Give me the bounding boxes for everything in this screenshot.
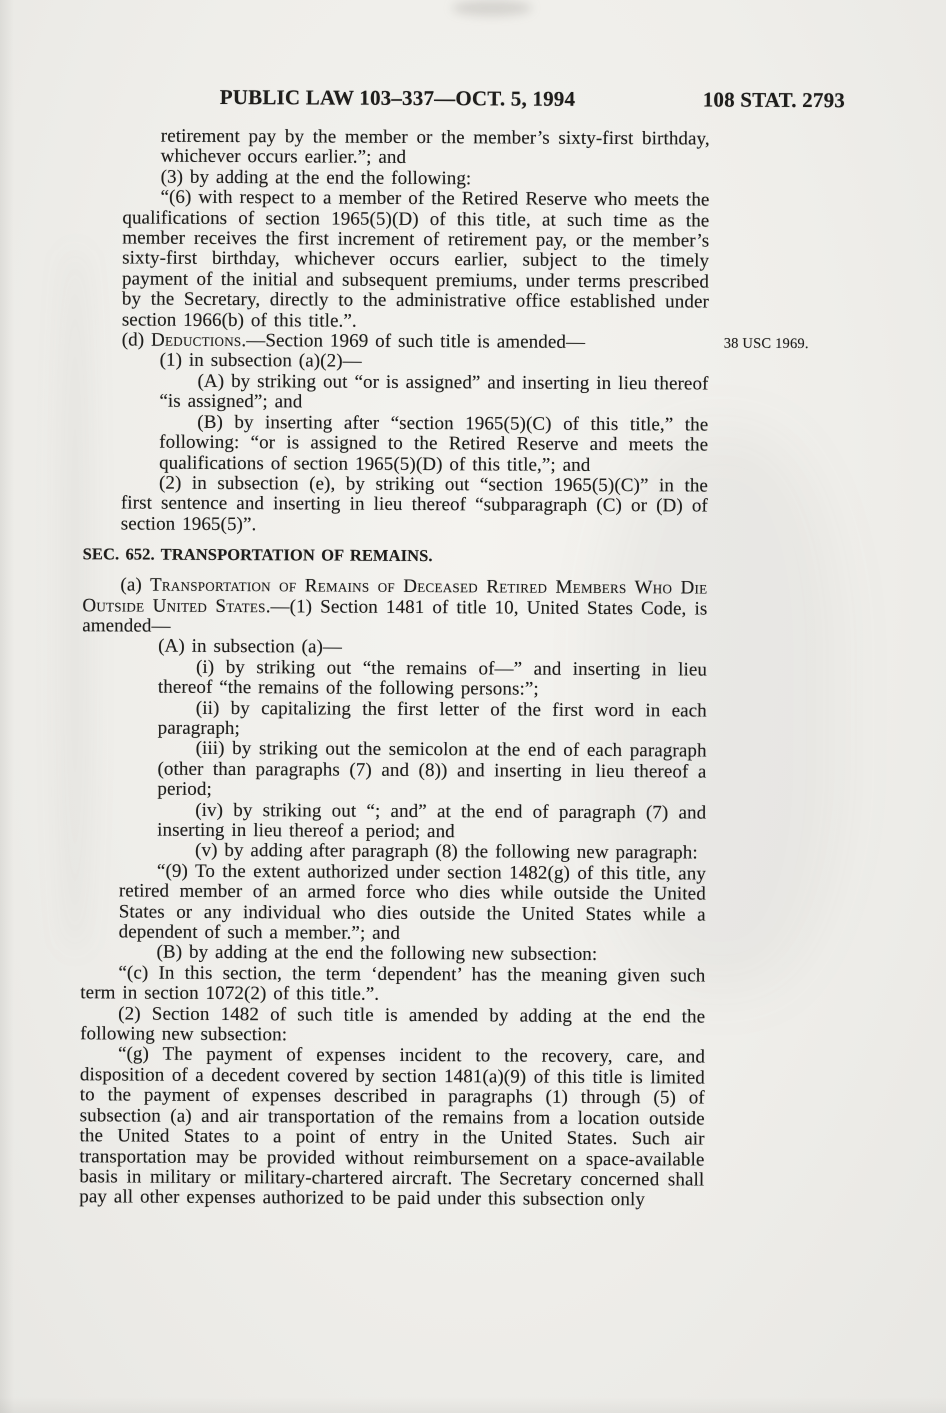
quoted-subsection-g: “(g) The payment of expenses incident to the recovery, care, and disposition of a decedent covered by section 1481(a)(9) of this title is limited to the payment of expenses described in paragraphs (1) through (5) of subsection (a) and air transportation of the remains from a location outside the United States to a point of entry in the United States. Such air transportation may be provided without reimbursement on a space-available basis in military or military-chartered aircraft. The Secretary concerned shall pay all other expenses authorized to be paid under this subsection only <box>79 1043 706 1211</box>
public-law-number: PUBLIC LAW 103–337—OCT. 5, 1994 <box>219 84 576 111</box>
continuation-quoted-subparagraph: retirement pay by the member or the member’s sixty-first birthday, whichever occurs earlier.”; and <box>160 125 710 169</box>
statutes-at-large-page-number: 108 STAT. 2793 <box>702 87 846 113</box>
quoted-paragraph-6: “(6) with respect to a member of the Retired Reserve who meets the qualifications of section 1965(5)(D) of this title, at such time as the member receives the first increment of retirement pay, or the member’s sixty-first birthday, whichever occurs earlier, subject to the timely payment of the initial and subsequent premiums, under terms prescribed by the Secretary, directly to the administrative office established under section 1966(b) of this title.”. <box>121 186 710 332</box>
clause-d-2: (2) in subsection (e), by striking out “section 1965(5)(C)” in the first sentence and inserting in lieu thereof “subparagraph (C) or (D) of section 1965(5)”. <box>120 472 709 535</box>
subsection-a-smallcaps-heading: Transportation of Remains of Deceased Retired Members Who Die Outside United States <box>82 574 708 617</box>
paragraph-2-section-1482: (2) Section 1482 of such title is amended by adding at the end the following new subsection: <box>80 1003 706 1046</box>
quoted-subsection-c: “(c) In this section, the term ‘dependent’ has the meaning given such term in section 1072(2) of this title.”. <box>80 962 706 1006</box>
statute-text-column <box>79 125 809 1211</box>
clause-d-1: (1) in subsection (a)(2)— <box>159 350 362 373</box>
subsection-d-text: .—Section 1969 of such title is amended— <box>241 330 586 353</box>
quoted-paragraph-9: “(9) To the extent authorized under section 1482(g) of this title, any retired member of an armed force who dies while outside the United States or any individual who dies outside the United States while a dependent of such a member.”; and <box>118 860 707 944</box>
romanette-ii: (ii) by capitalizing the first letter of the first word in each paragraph; <box>157 697 707 740</box>
romanette-i: (i) by striking out “the remains of—” and inserting in lieu thereof “the remains of the following persons:”; <box>157 656 708 700</box>
romanette-iii: (iii) by striking out the semicolon at the end of each paragraph (other than paragraphs (7) and (8)) and inserting in lieu thereof a period; <box>157 738 707 801</box>
subsection-a-transportation-of-remains <box>82 575 707 639</box>
subsection-a-text: .—(1) Section 1481 of title 10, United States Code, is amended— <box>82 595 708 637</box>
sec-652-heading: SEC. 652. TRANSPORTATION OF REMAINS. <box>82 544 433 566</box>
clause-d-1-A: (A) by striking out “or is assigned” and inserting in lieu thereof “is assigned”; and <box>159 370 709 413</box>
subsection-d-label: (d) <box>121 329 152 351</box>
deductions-smallcaps: Deductions <box>150 329 242 352</box>
clause-a-B: (B) by adding at the end the following new subsection: <box>156 942 598 966</box>
running-head <box>85 84 845 114</box>
clause-a-A: (A) in subsection (a)— <box>158 635 343 658</box>
subsection-d-deductions <box>84 329 809 354</box>
romanette-v: (v) by adding after paragraph (8) the following new paragraph: <box>195 840 698 864</box>
amendment-clause-3: (3) by adding at the end the following: <box>160 166 472 190</box>
subsection-a-label: (a) <box>120 574 151 596</box>
usc-citation-margin-note: 38 USC 1969. <box>723 335 809 353</box>
clause-d-1-B: (B) by inserting after “section 1965(5)(C) of this title,” the following: “or is assigned to the Retired Reserve and meets the qualifications of section 1965(5)(D) of this title,”; and <box>159 411 709 476</box>
romanette-iv: (iv) by striking out “; and” at the end of paragraph (7) and inserting in lieu thereof a period; and <box>157 799 707 843</box>
